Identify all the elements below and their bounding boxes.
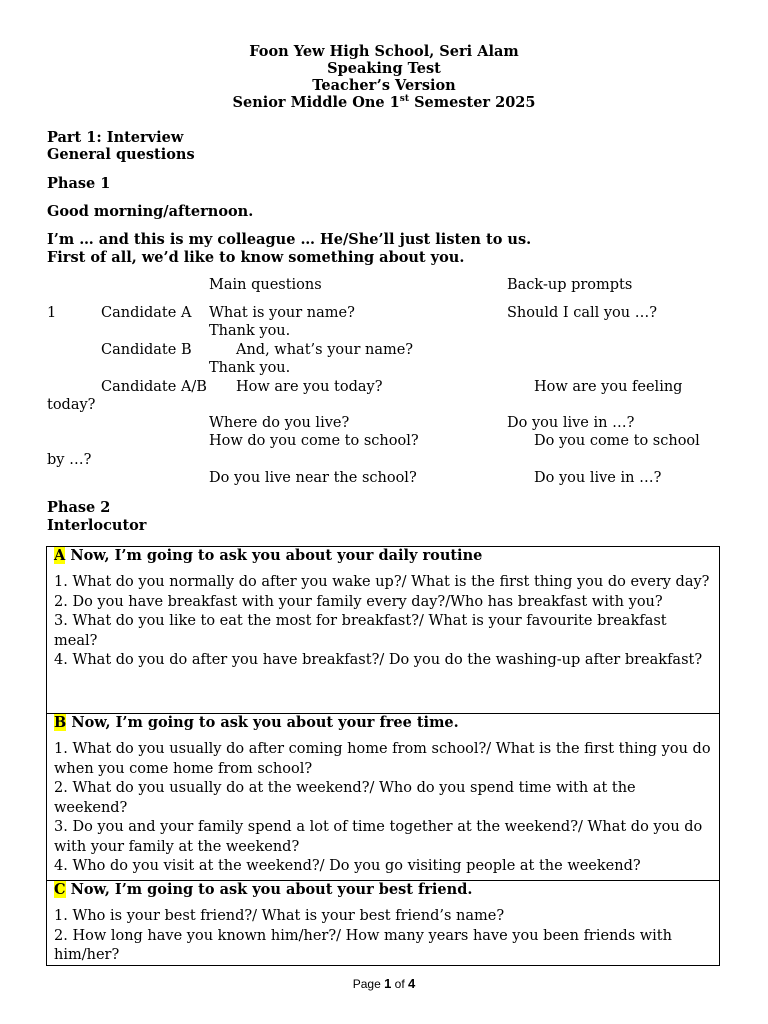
section-c <box>47 881 719 967</box>
candidate-b-label: Candidate B <box>101 342 192 358</box>
prompt-today: How are you feeling <box>534 379 683 395</box>
semester-post: Semester 2025 <box>409 94 536 111</box>
question-today: How are you today? <box>236 379 383 395</box>
section-a <box>47 547 719 714</box>
section-b-questions <box>54 740 719 877</box>
test-title: Speaking Test <box>327 60 441 77</box>
question-a-3: 3. What do you like to eat the most for breakfast?/ What is your favourite breakfast meal? <box>54 613 667 649</box>
section-b <box>47 714 719 881</box>
section-c-heading: Now, I’m going to ask you about your best friend. <box>65 881 473 898</box>
phase1-title: Phase 1 <box>47 175 111 192</box>
candidate-a-label: Candidate A <box>101 305 192 321</box>
section-a-title <box>54 547 719 564</box>
question-a-1: 1. What do you normally do after you wake up?/ What is the first thing you do every day? <box>54 574 710 590</box>
page-word: Page <box>352 977 385 991</box>
item-number: 1 <box>47 305 57 321</box>
prompt-live: Do you live in …? <box>507 415 635 431</box>
thanks-2: Thank you. <box>209 360 291 376</box>
question-name: What is your name? <box>209 305 355 321</box>
col-main-questions: Main questions <box>209 277 322 293</box>
col-backup-prompts: Back-up prompts <box>507 277 633 293</box>
school-name: Foon Yew High School, Seri Alam <box>249 43 519 60</box>
thanks-1: Thank you. <box>209 323 291 339</box>
greeting: Good morning/afternoon. <box>47 203 254 220</box>
section-c-letter: C <box>54 881 66 898</box>
phase2-subtitle: Interlocutor <box>47 517 147 534</box>
question-b-4: 4. Who do you visit at the weekend?/ Do you go visiting people at the weekend? <box>54 858 641 874</box>
section-c-title <box>54 881 719 898</box>
semester-sup: st <box>399 94 410 105</box>
candidate-ab-label: Candidate A/B <box>101 379 207 395</box>
prompt-name: Should I call you …? <box>507 305 657 321</box>
version-title: Teacher’s Version <box>312 77 456 94</box>
section-b-letter: B <box>54 714 67 731</box>
section-c-questions <box>54 907 719 966</box>
phase2-title: Phase 2 <box>47 499 111 516</box>
section-b-heading: Now, I’m going to ask you about your free time. <box>66 714 459 731</box>
prompt-come: Do you come to school <box>534 433 700 449</box>
page-number: 1 <box>384 976 392 991</box>
intro-line-1: I’m … and this is my colleague … He/She’ll just listen to us. <box>47 231 532 248</box>
prompt-today-wrap: today? <box>47 397 96 413</box>
semester-pre: Senior Middle One 1 <box>232 94 400 111</box>
part1-title: Part 1: Interview <box>47 129 184 146</box>
question-c-2: 2. How long have you known him/her?/ How many years have you been friends with him/her? <box>54 927 672 963</box>
part1-subtitle: General questions <box>47 146 195 163</box>
section-b-title <box>54 714 719 731</box>
section-a-heading: Now, I’m going to ask you about your daily routine <box>65 547 483 564</box>
section-a-questions <box>54 573 719 671</box>
question-come: How do you come to school? <box>209 433 419 449</box>
question-name-2: And, what’s your name? <box>236 342 414 358</box>
page-total: 4 <box>408 976 416 991</box>
question-c-1: 1. Who is your best friend?/ What is your best friend’s name? <box>54 908 505 924</box>
question-b-3: 3. Do you and your family spend a lot of time together at the weekend?/ What do you do with your family at the weekend? <box>54 819 703 855</box>
of-word: of <box>391 977 409 991</box>
question-table <box>46 546 720 966</box>
question-a-4: 4. What do you do after you have breakfast?/ Do you do the washing-up after breakfast? <box>54 652 703 668</box>
question-near: Do you live near the school? <box>209 470 417 486</box>
question-a-2: 2. Do you have breakfast with your family every day?/Who has breakfast with you? <box>54 593 663 610</box>
prompt-come-wrap: by …? <box>47 452 92 468</box>
question-b-1: 1. What do you usually do after coming home from school?/ What is the first thing you do when you come home from school? <box>54 741 711 777</box>
semester-title <box>0 94 768 111</box>
prompt-near: Do you live in …? <box>534 470 662 486</box>
page-footer <box>0 976 768 991</box>
question-live: Where do you live? <box>209 415 350 431</box>
section-a-letter: A <box>54 547 66 564</box>
intro-line-2: First of all, we’d like to know something about you. <box>47 249 465 266</box>
question-b-2: 2. What do you usually do at the weekend?/ Who do you spend time with at the weekend? <box>54 780 636 816</box>
